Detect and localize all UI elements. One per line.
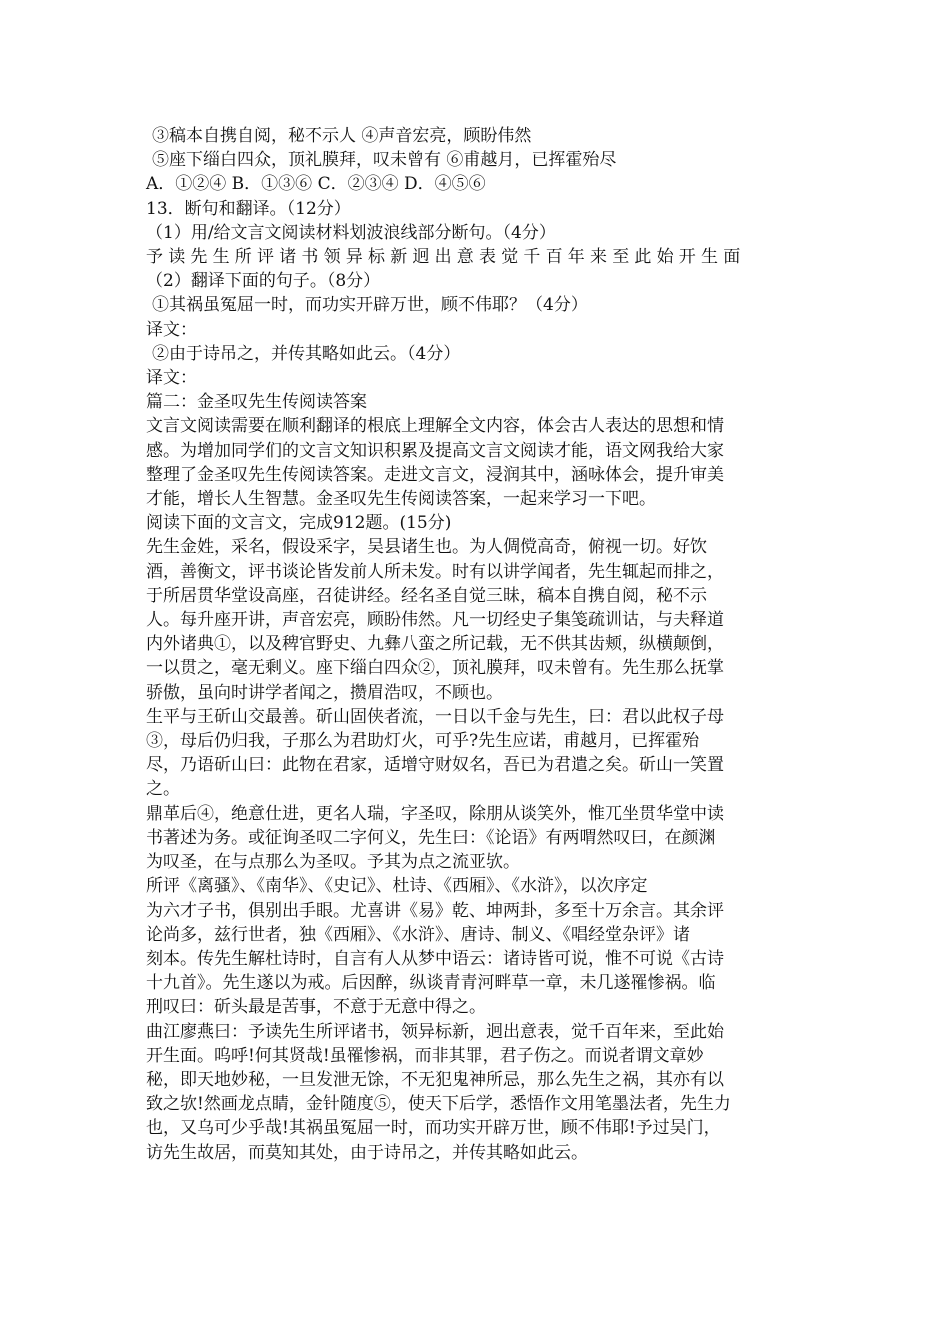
passage-line: 之。 (146, 779, 180, 800)
passage-line: ③，母后仍归我，子那么为君助灯火，可乎?先生应诺，甫越月，已挥霍殆 (146, 731, 700, 752)
question-13-part-2: （2）翻译下面的句子。（8分） (146, 271, 381, 292)
passage-line: 生平与王斫山交最善。斫山固侠者流，一日以千金与先生，曰：君以此权子母 (146, 706, 724, 727)
option-line-3-4: ③稿本自携自阅，秘不示人 ④声音宏亮，顾盼伟然 (152, 126, 532, 146)
passage-line: 访先生故居，而莫知其处，由于诗吊之，并传其略如此云。 (146, 1142, 588, 1163)
passage-line: 尽，乃语斫山曰：此物在君家，适增守财奴名，吾已为君遣之矣。斫山一笑置 (146, 755, 724, 776)
section-title: 篇二：金圣叹先生传阅读答案 (146, 392, 367, 413)
passage-line: 酒，善衡文，评书谈论皆发前人所未发。时有以讲学闻者，先生辄起而排之， (146, 561, 724, 582)
intro-paragraph-line: 才能，增长人生智慧。金圣叹先生传阅读答案，一起来学习一下吧。 (146, 489, 656, 510)
passage-line: 人。每升座开讲，声音宏亮，顾盼伟然。凡一切经史子集笺疏训诂，与夫释道 (146, 610, 724, 631)
question-13-heading: 13．断句和翻译。（12分） (146, 198, 351, 219)
intro-paragraph-line: 整理了金圣叹先生传阅读答案。走进文言文，浸润其中，涵咏体会，提升审美 (146, 464, 724, 485)
passage-line: 书著述为务。或征询圣叹二字何义，先生曰：《论语》有两喟然叹曰，在颜渊 (146, 827, 716, 848)
question-13-part-1: （1）用/给文言文阅读材料划波浪线部分断句。（4分） (146, 222, 556, 243)
intro-paragraph-line: 感。为增加同学们的文言文知识积累及提高文言文阅读才能，语文网我给大家 (146, 440, 724, 461)
passage-line: 十九首》。先生遂以为戒。后因醉，纵谈青青河畔草一章，未几遂罹惨祸。临 (146, 973, 716, 994)
passage-line: 为六才子书，俱别出手眼。尤喜讲《易》乾、坤两卦，多至十万余言。其余评 (146, 900, 724, 921)
intro-paragraph-line: 文言文阅读需要在顺利翻译的根底上理解全文内容，体会古人表达的思想和情 (146, 416, 724, 437)
passage-line: 于所居贯华堂设高座，召徒讲经。经名圣自觉三昧，稿本自携自阅，秘不示 (146, 585, 707, 606)
passage-line: 致之欤!然画龙点睛，金针随度⑤，使天下后学，悉悟作文用笔墨法者，先生力 (146, 1094, 731, 1115)
translation-label-1: 译文： (146, 319, 197, 340)
punctuation-passage: 予读先生所评诸书领异标新迥出意表觉千百年来至此始开生面 (146, 247, 746, 268)
passage-line: 内外诸典①，以及稗官野史、九彝八蛮之所记载，无不供其齿颊，纵横颠倒， (146, 634, 724, 655)
translate-sentence-1: ①其祸虽冤屈一时，而功实开辟万世，顾不伟耶？（4分） (152, 295, 588, 316)
passage-line: 也，又乌可少乎哉!其祸虽冤屈一时，而功实开辟万世，顾不伟耶!予过吴门， (146, 1118, 721, 1139)
passage-line: 刑叹曰：斫头最是苦事，不意于无意中得之。 (146, 997, 486, 1018)
reading-instruction: 阅读下面的文言文，完成912题。(15分) (146, 513, 452, 534)
translate-sentence-2: ②由于诗吊之，并传其略如此云。（4分） (152, 343, 461, 364)
passage-line: 骄傲，虽向时讲学者闻之，攒眉浩叹，不顾也。 (146, 682, 503, 703)
passage-line: 为叹圣，在与点那么为圣叹。予其为点之流亚欤。 (146, 852, 520, 873)
answer-choices: A．①②④ B．①③⑥ C．②③④ D．④⑤⑥ (146, 174, 486, 195)
passage-line: 刻本。传先生解杜诗时，自言有人从梦中语云：诸诗皆可说，惟不可说《古诗 (146, 948, 724, 969)
option-line-5-6: ⑤座下缁白四众，顶礼膜拜，叹未曾有 ⑥甫越月，已挥霍殆尽 (152, 150, 617, 171)
passage-line: 一以贯之，毫无剩义。座下缁白四众②，顶礼膜拜，叹未曾有。先生那么抚掌 (146, 658, 724, 679)
passage-line: 曲江廖燕曰：予读先生所评诸书，领异标新，迥出意表，觉千百年来，至此始 (146, 1021, 724, 1042)
passage-line: 鼎革后④，绝意仕进，更名人瑞，字圣叹，除朋从谈笑外，惟兀坐贯华堂中读 (146, 803, 724, 824)
passage-line: 秘，即天地妙秘，一旦发泄无馀，不无犯鬼神所忌，那么先生之祸，其亦有以 (146, 1069, 724, 1090)
passage-line: 所评《离骚》、《南华》、《史记》、杜诗、《西厢》、《水浒》，以次序定 (146, 876, 648, 897)
passage-line: 先生金姓，采名，假设采字，吴县诸生也。为人倜傥高奇，俯视一切。好饮 (146, 537, 707, 558)
passage-line: 论尚多，兹行世者，独《西厢》、《水浒》、唐诗、制义、《唱经堂杂评》诸 (146, 924, 690, 945)
translation-label-2: 译文： (146, 368, 197, 389)
document-body (146, 124, 806, 1165)
passage-line: 开生面。呜呼!何其贤哉!虽罹惨祸，而非其罪，君子伤之。而说者谓文章妙 (146, 1045, 704, 1066)
